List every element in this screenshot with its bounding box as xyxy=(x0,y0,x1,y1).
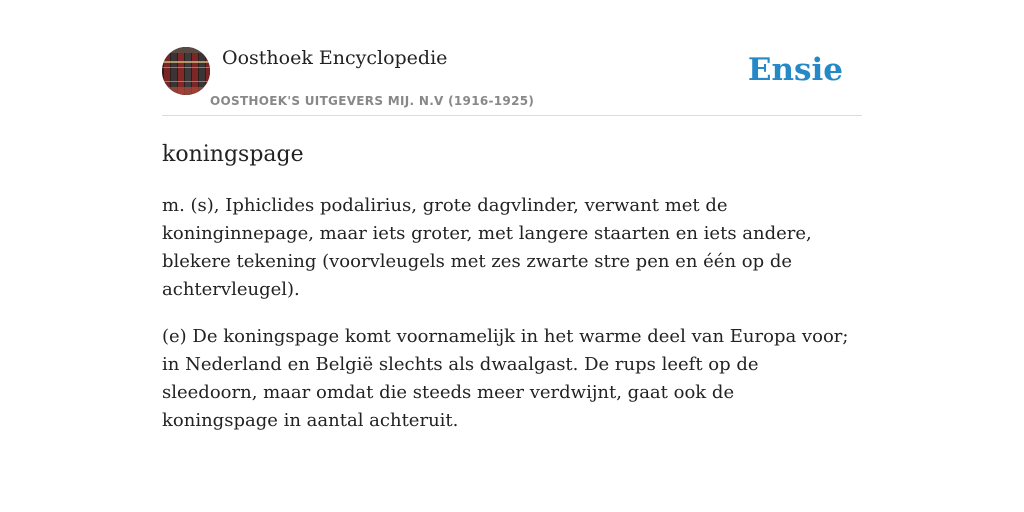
entry-paragraph: m. (s), Iphiclides podalirius, grote dagvlinder, verwant met de koninginnepage, maar iets groter, met langere staarten en iets andere, blekere tekening (voorvleugels met zes zwarte stre pen en één op de achtervleugel). xyxy=(162,195,812,300)
books-illustration xyxy=(162,47,210,95)
encyclopedia-books-icon[interactable] xyxy=(162,47,210,95)
site-header xyxy=(162,0,862,116)
site-subtitle: OOSTHOEK'S UITGEVERS MIJ. N.V (1916-1925) xyxy=(210,94,535,108)
page xyxy=(162,0,862,512)
entry-title: koningspage xyxy=(162,142,304,167)
entry-body xyxy=(162,192,852,454)
ensie-logo[interactable]: Ensie xyxy=(747,52,843,88)
entry-paragraph: (e) De koningspage komt voornamelijk in het warme deel van Europa voor; in Nederland en België slechts als dwaalgast. De rups leeft op de sleedoorn, maar omdat die steeds meer verdwijnt, gaat ook de koningspage in aantal achteruit. xyxy=(162,326,849,431)
site-title[interactable]: Oosthoek Encyclopedie xyxy=(222,47,448,69)
